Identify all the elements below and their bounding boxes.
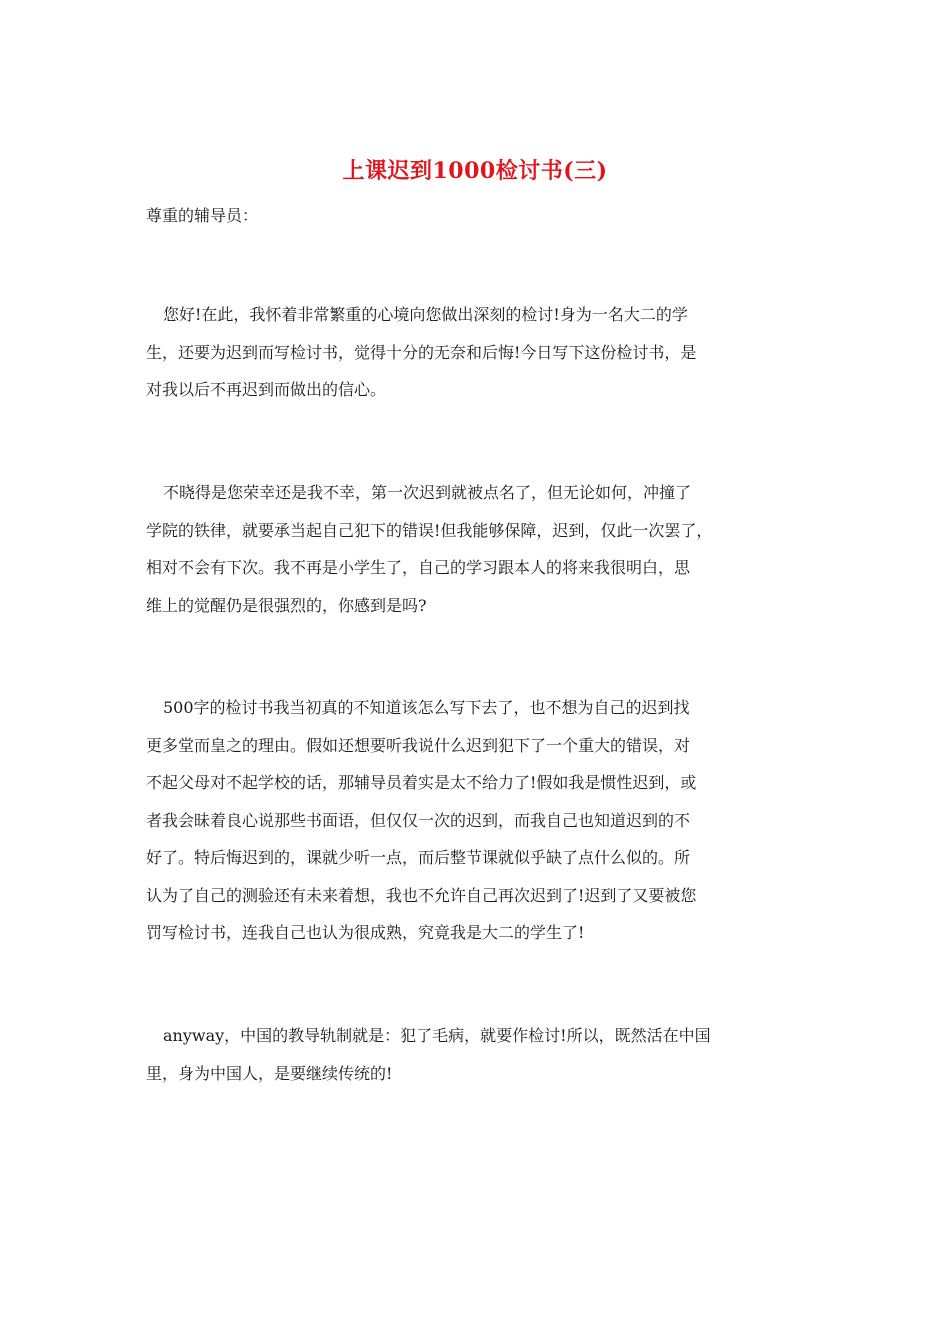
- paragraph-line: 相对不会有下次。我不再是小学生了，自己的学习跟本人的将来我很明白，思: [146, 558, 691, 577]
- paragraph-line: 不起父母对不起学校的话，那辅导员着实是太不给力了!假如我是惯性迟到，或: [146, 773, 697, 792]
- paragraph-line: 者我会昧着良心说那些书面语，但仅仅一次的迟到，而我自己也知道迟到的不: [146, 810, 691, 830]
- paragraph-line: 不晓得是您荣幸还是我不幸，第一次迟到就被点名了，但无论如何，冲撞了: [163, 483, 692, 502]
- paragraph-line: 对我以后不再迟到而做出的信心。: [146, 380, 387, 399]
- paragraph-3: [146, 689, 818, 952]
- paragraph-line: anyway，中国的教导轨制就是：犯了毛病，就要作检讨!所以，既然活在中国: [163, 1026, 711, 1045]
- document-title: 上课迟到1000检讨书(三): [342, 158, 608, 184]
- paragraph-line: 维上的觉醒仍是很强烈的，你感到是吗?: [146, 595, 427, 615]
- paragraph-1: [146, 296, 818, 409]
- paragraph-line: 认为了自己的测验还有未来着想，我也不允许自己再次迟到了!迟到了又要被您: [146, 885, 697, 905]
- paragraph-line: 更多堂而皇之的理由。假如还想要听我说什么迟到犯下了一个重大的错误，对: [146, 735, 691, 755]
- paragraph-line: 罚写检讨书，连我自己也认为很成熟，究竟我是大二的学生了!: [146, 923, 585, 942]
- paragraph-line: 学院的铁律，就要承当起自己犯下的错误!但我能够保障，迟到，仅此一次罢了，: [146, 520, 713, 540]
- paragraph-line: 生，还要为迟到而写检讨书，觉得十分的无奈和后悔!今日写下这份检讨书，是: [146, 342, 697, 362]
- paragraph-line: 您好!在此，我怀着非常繁重的心境向您做出深刻的检讨!身为一名大二的学: [163, 305, 688, 324]
- paragraph-2: [146, 474, 818, 624]
- salutation: 尊重的辅导员：: [146, 206, 259, 225]
- paragraph-line: 500字的检讨书我当初真的不知道该怎么写下去了，也不想为自己的迟到找: [163, 698, 690, 717]
- paragraph-line: 里，身为中国人，是要继续传统的!: [146, 1063, 393, 1083]
- paragraph-4: [146, 1017, 818, 1092]
- paragraph-line: 好了。特后悔迟到的，课就少听一点，而后整节课就似乎缺了点什么似的。所: [146, 848, 691, 867]
